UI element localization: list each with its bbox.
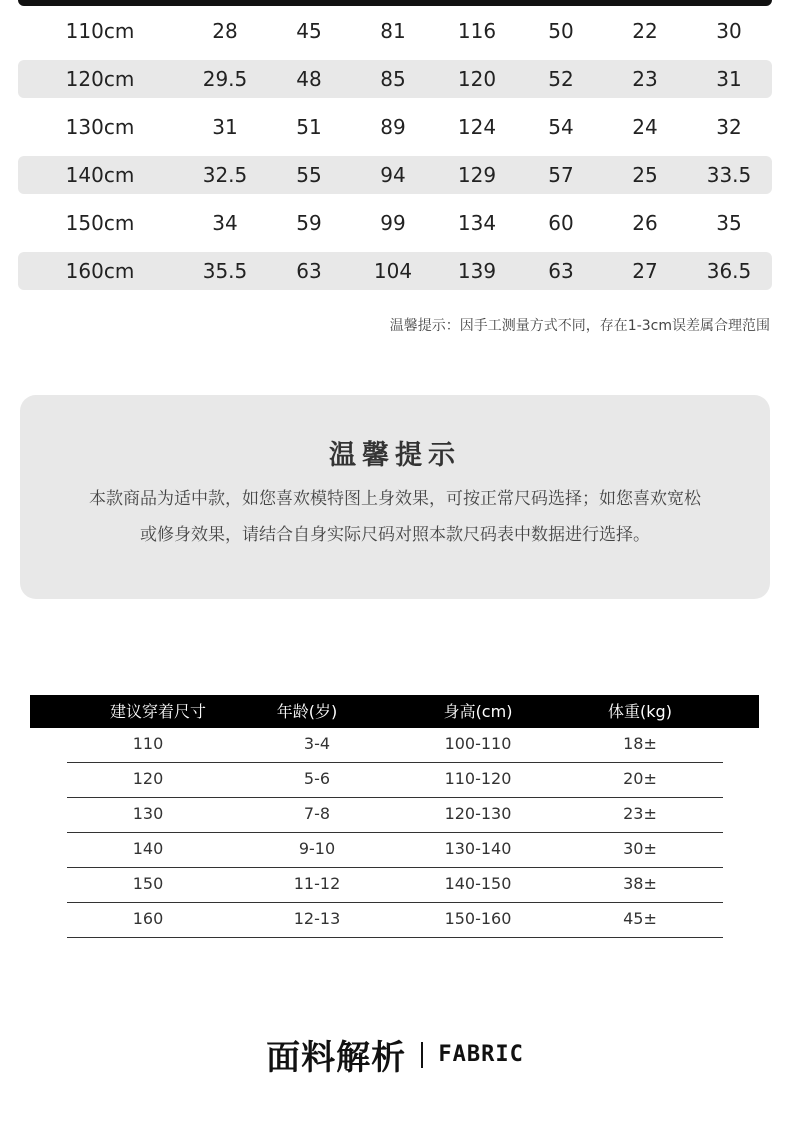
tips-line: 本款商品为适中款，如您喜欢模特图上身效果，可按正常尺码选择；如您喜欢宽松 bbox=[89, 489, 701, 509]
table-cell: 130 bbox=[132, 804, 164, 823]
table-cell: 26 bbox=[632, 211, 658, 235]
column-header: 建议穿着尺寸 bbox=[109, 702, 206, 721]
column-header: 身高(cm) bbox=[443, 702, 513, 721]
table-cell: 30 bbox=[716, 19, 742, 43]
table-cell: 23± bbox=[623, 804, 657, 823]
table-cell: 35 bbox=[716, 211, 742, 235]
title-divider bbox=[421, 1042, 423, 1068]
table-cell: 7-8 bbox=[303, 804, 331, 823]
table-cell: 60 bbox=[548, 211, 574, 235]
table-cell: 120 bbox=[132, 769, 164, 788]
table-cell: 35.5 bbox=[202, 259, 248, 283]
table-cell: 110 bbox=[132, 734, 164, 753]
table-cell: 28 bbox=[212, 19, 238, 43]
table-row bbox=[18, 204, 772, 242]
table-cell: 11-12 bbox=[293, 874, 341, 893]
size-measurement-table bbox=[18, 12, 772, 300]
table-cell: 24 bbox=[632, 115, 658, 139]
measurement-note: 温馨提示：因手工测量方式不同，存在1-3cm误差属合理范围 bbox=[389, 318, 770, 334]
table-cell: 45± bbox=[623, 909, 657, 928]
size-label: 120cm bbox=[65, 67, 135, 91]
table-row bbox=[18, 156, 772, 194]
table-cell: 36.5 bbox=[706, 259, 752, 283]
table-cell: 25 bbox=[632, 163, 658, 187]
table-cell: 5-6 bbox=[303, 769, 331, 788]
table-cell: 139 bbox=[457, 259, 497, 283]
table-cell: 120 bbox=[457, 67, 497, 91]
recommend-table-header bbox=[30, 695, 759, 728]
table-cell: 54 bbox=[548, 115, 574, 139]
table-cell: 134 bbox=[457, 211, 497, 235]
table-row bbox=[67, 763, 723, 798]
fabric-section-heading bbox=[0, 1030, 790, 1082]
table-cell: 59 bbox=[296, 211, 322, 235]
table-cell: 81 bbox=[380, 19, 406, 43]
table-cell: 63 bbox=[296, 259, 322, 283]
table-cell: 12-13 bbox=[293, 909, 341, 928]
table-cell: 22 bbox=[632, 19, 658, 43]
table-cell: 160 bbox=[132, 909, 164, 928]
table-cell: 45 bbox=[296, 19, 322, 43]
table-cell: 100-110 bbox=[444, 734, 512, 753]
table-cell: 20± bbox=[623, 769, 657, 788]
table-cell: 140 bbox=[132, 839, 164, 858]
table-cell: 30± bbox=[623, 839, 657, 858]
table-cell: 51 bbox=[296, 115, 322, 139]
table-cell: 57 bbox=[548, 163, 574, 187]
column-header: 体重(kg) bbox=[608, 702, 672, 721]
table-cell: 63 bbox=[548, 259, 574, 283]
recommend-table-body bbox=[0, 728, 790, 938]
table-cell: 124 bbox=[457, 115, 497, 139]
size-label: 150cm bbox=[65, 211, 135, 235]
tips-line: 或修身效果，请结合自身实际尺码对照本款尺码表中数据进行选择。 bbox=[140, 525, 650, 545]
table-cell: 99 bbox=[380, 211, 406, 235]
table-row bbox=[18, 108, 772, 146]
table-cell: 32.5 bbox=[202, 163, 248, 187]
table-cell: 48 bbox=[296, 67, 322, 91]
size-label: 160cm bbox=[65, 259, 135, 283]
size-label: 110cm bbox=[65, 19, 135, 43]
table-cell: 150-160 bbox=[444, 909, 512, 928]
table-row bbox=[67, 798, 723, 833]
table-cell: 55 bbox=[296, 163, 322, 187]
table-row bbox=[18, 60, 772, 98]
table-cell: 140-150 bbox=[444, 874, 512, 893]
table-row bbox=[67, 868, 723, 903]
tips-box bbox=[20, 395, 770, 599]
table-cell: 32 bbox=[716, 115, 742, 139]
table-cell: 27 bbox=[632, 259, 658, 283]
table-cell: 33.5 bbox=[706, 163, 752, 187]
header-band bbox=[18, 0, 772, 6]
table-cell: 52 bbox=[548, 67, 574, 91]
table-cell: 18± bbox=[623, 734, 657, 753]
table-cell: 9-10 bbox=[298, 839, 336, 858]
fabric-title-cn: 面料解析 bbox=[266, 1038, 407, 1078]
size-label: 140cm bbox=[65, 163, 135, 187]
table-cell: 31 bbox=[212, 115, 238, 139]
table-cell: 104 bbox=[373, 259, 413, 283]
table-cell: 85 bbox=[380, 67, 406, 91]
table-row bbox=[67, 728, 723, 763]
table-cell: 38± bbox=[623, 874, 657, 893]
size-label: 130cm bbox=[65, 115, 135, 139]
table-row bbox=[67, 833, 723, 868]
table-cell: 94 bbox=[380, 163, 406, 187]
table-cell: 89 bbox=[380, 115, 406, 139]
table-cell: 31 bbox=[716, 67, 742, 91]
table-row bbox=[67, 903, 723, 938]
table-cell: 3-4 bbox=[303, 734, 331, 753]
table-cell: 150 bbox=[132, 874, 164, 893]
table-cell: 120-130 bbox=[444, 804, 512, 823]
fabric-title-en: FABRIC bbox=[438, 1042, 524, 1067]
table-cell: 116 bbox=[457, 19, 497, 43]
table-row bbox=[18, 252, 772, 290]
table-cell: 50 bbox=[548, 19, 574, 43]
table-row bbox=[18, 12, 772, 50]
tips-body bbox=[30, 481, 760, 553]
column-header: 年龄(岁) bbox=[276, 702, 338, 721]
table-cell: 130-140 bbox=[444, 839, 512, 858]
table-cell: 110-120 bbox=[444, 769, 512, 788]
table-cell: 23 bbox=[632, 67, 658, 91]
table-cell: 29.5 bbox=[202, 67, 248, 91]
table-cell: 34 bbox=[212, 211, 238, 235]
table-cell: 129 bbox=[457, 163, 497, 187]
tips-title: 温馨提示 bbox=[329, 440, 461, 471]
